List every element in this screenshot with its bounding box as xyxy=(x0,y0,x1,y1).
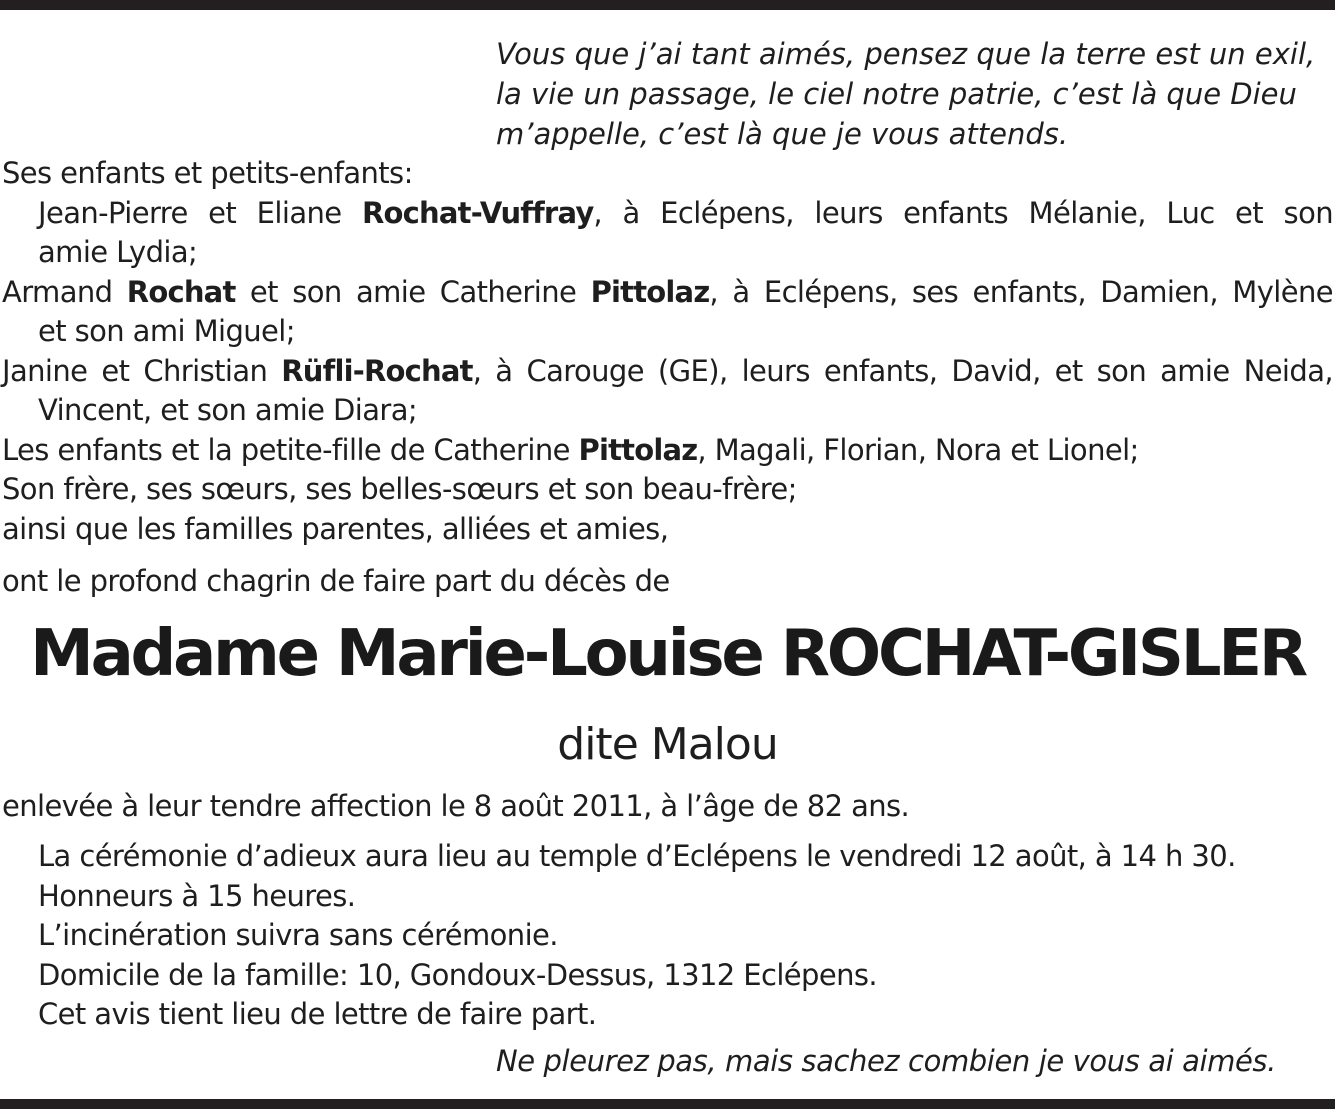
family-entry-text: , à Eclépens, leurs enfants Mélanie, Luc et son xyxy=(593,195,1333,230)
family-entry-4 xyxy=(2,431,1333,471)
family-entry-text: , à Carouge (GE), leurs enfants, David, et son amie Neida, xyxy=(472,353,1333,388)
family-entry-text: Janine et Christian xyxy=(2,353,282,388)
family-entry-text: Armand xyxy=(2,274,127,309)
epigraph-line: m’appelle, c’est là que je vous attends. xyxy=(496,117,1069,151)
family-surname: Pittolaz xyxy=(590,274,710,309)
bottom-border-rule xyxy=(0,1099,1335,1109)
announcement-text: ont le profond chagrin de faire part du décès de xyxy=(2,564,670,598)
epigraph-line: Vous que j’ai tant aimés, pensez que la terre est un exil, xyxy=(496,37,1316,71)
epigraph-line: la vie un passage, le ciel notre patrie, c’est là que Dieu xyxy=(496,77,1297,111)
family-surname: Rochat xyxy=(126,274,236,309)
announcement xyxy=(2,562,1333,602)
family-surname: Rüfli-Rochat xyxy=(281,353,473,388)
family-intro: Ses enfants et petits-enfants: xyxy=(2,156,413,190)
family-entry-text: Jean-Pierre et Eliane xyxy=(38,195,362,230)
family-list xyxy=(2,154,1333,549)
family-entry-text: , Magali, Florian, Nora et Lionel; xyxy=(697,432,1139,467)
honours-line: Honneurs à 15 heures. xyxy=(38,878,356,913)
top-border-rule xyxy=(0,0,1335,10)
family-entry-text: Les enfants et la petite-fille de Catherine xyxy=(2,432,579,467)
passing-statement: enlevée à leur tendre affection le 8 août 2011, à l’âge de 82 ans. xyxy=(2,789,910,823)
family-surname: Rochat-Vuffray xyxy=(362,195,594,230)
family-entry-6: ainsi que les familles parentes, alliées et amies, xyxy=(2,511,669,546)
deceased-name: Madame Marie-Louise ROCHAT-GISLER xyxy=(30,617,1305,691)
family-address-line: Domicile de la famille: 10, Gondoux-Dessus, 1312 Eclépens. xyxy=(38,957,877,992)
family-entry-5: Son frère, ses sœurs, ses belles-sœurs et son beau-frère; xyxy=(2,472,797,506)
family-entry-3 xyxy=(2,352,1333,392)
cremation-line: L’incinération suivra sans cérémonie. xyxy=(38,918,558,952)
death-details xyxy=(2,787,1333,827)
epigraph-quote xyxy=(496,34,1331,154)
family-entry-2 xyxy=(2,273,1333,313)
family-entry-1-continuation: amie Lydia; xyxy=(38,235,198,269)
deceased-nickname: dite Malou xyxy=(557,719,778,770)
family-surname: Pittolaz xyxy=(578,432,698,467)
notice-line: Cet avis tient lieu de lettre de faire part. xyxy=(38,997,597,1031)
closing-quote: Ne pleurez pas, mais sachez combien je vous ai aimés. xyxy=(496,1044,1276,1078)
ceremony-line: La cérémonie d’adieux aura lieu au temple d’Eclépens le vendredi 12 août, à 14 h 30. xyxy=(38,839,1236,873)
family-entry-3-continuation: Vincent, et son amie Diara; xyxy=(38,393,418,427)
family-entry-1 xyxy=(2,194,1333,234)
family-entry-text: et son amie Catherine xyxy=(235,274,591,309)
family-entry-2-continuation: et son ami Miguel; xyxy=(38,314,295,348)
ceremony-details xyxy=(2,837,1333,1035)
family-entry-text: , à Eclépens, ses enfants, Damien, Mylène xyxy=(709,274,1333,309)
